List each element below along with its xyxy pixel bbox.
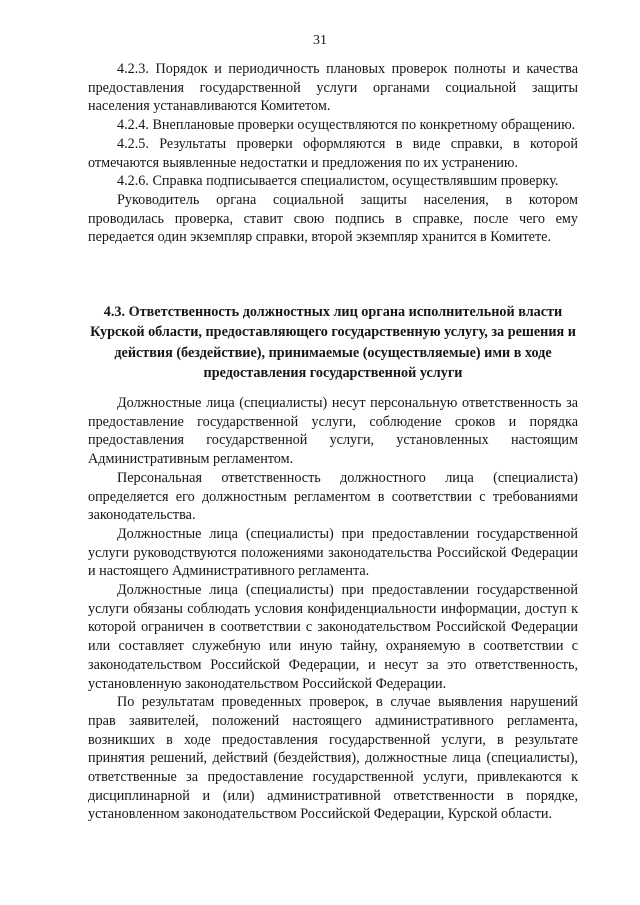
paragraph-job-regulation: Персональная ответственность должностного лица (специалиста) определяется его должностным регламентом в соответствии с требованиями законодательства. [88,469,578,524]
paragraph-4-2-4: 4.2.4. Внеплановые проверки осуществляются по конкретному обращению. [117,117,576,134]
section-heading-4-3: 4.3. Ответственность должностных лиц органа исполнительной власти Курской области, предоставляющего государственную услугу, за решения и действия (бездействие), принимаемые (осуществляемые) ими в ходе предоставления государственной услуги [90,304,576,381]
paragraph-4-2-6: 4.2.6. Справка подписывается специалистом, осуществлявшим проверку. [117,173,559,190]
inspection-paragraphs [88,60,578,247]
paragraph-4-2-5: 4.2.5. Результаты проверки оформляются в виде справки, в которой отмечаются выявленные недостатки и предложения по их устранению. [88,135,578,171]
paragraph-personal-responsibility: Должностные лица (специалисты) несут персональную ответственность за предоставление государственной услуги, соблюдение сроков и порядка предоставления государственной услуги, установленных настоящим Административным регламентом. [88,395,578,468]
paragraph-confidentiality: Должностные лица (специалисты) при предоставлении государственной услуги обязаны соблюдать условия конфиденциальности информации, доступ к которой ограничен в соответствии с законодательством Российской Федерации или составляет служебную или иную тайну, охраняемую в соответствии с законодательством Российской Федерации, и несут за это ответственность, установленную законодательством Российской Федерации. [88,582,578,692]
responsibility-paragraphs [88,394,578,824]
paragraph-legislation-guidance: Должностные лица (специалисты) при предоставлении государственной услуги руководствуются положениями законодательства Российской Федерации и настоящего Административного регламента. [88,525,578,580]
page-number: 31 [313,33,327,48]
paragraph-head-signature: Руководитель органа социальной защиты населения, в котором проводилась проверка, ставит свою подпись в справке, после чего ему передается один экземпляр справки, второй экземпляр хранится в Комитете. [88,191,578,246]
paragraph-disciplinary-liability: По результатам проведенных проверок, в случае выявления нарушений прав заявителей, положений настоящего административного регламента, возникших в ходе предоставления государственной услуги, в результате принятия решений, действий (бездействия), должностные лица (специалисты), ответственные за предоставление государственной услуги, привлекаются к дисциплинарной и (или) административной ответственности в порядке, установленном законодательством Российской Федерации, Курской области. [88,694,578,823]
paragraph-4-2-3: 4.2.3. Порядок и периодичность плановых проверок полноты и качества предоставления государственной услуги органами социальной защиты населения устанавливаются Комитетом. [88,61,578,115]
